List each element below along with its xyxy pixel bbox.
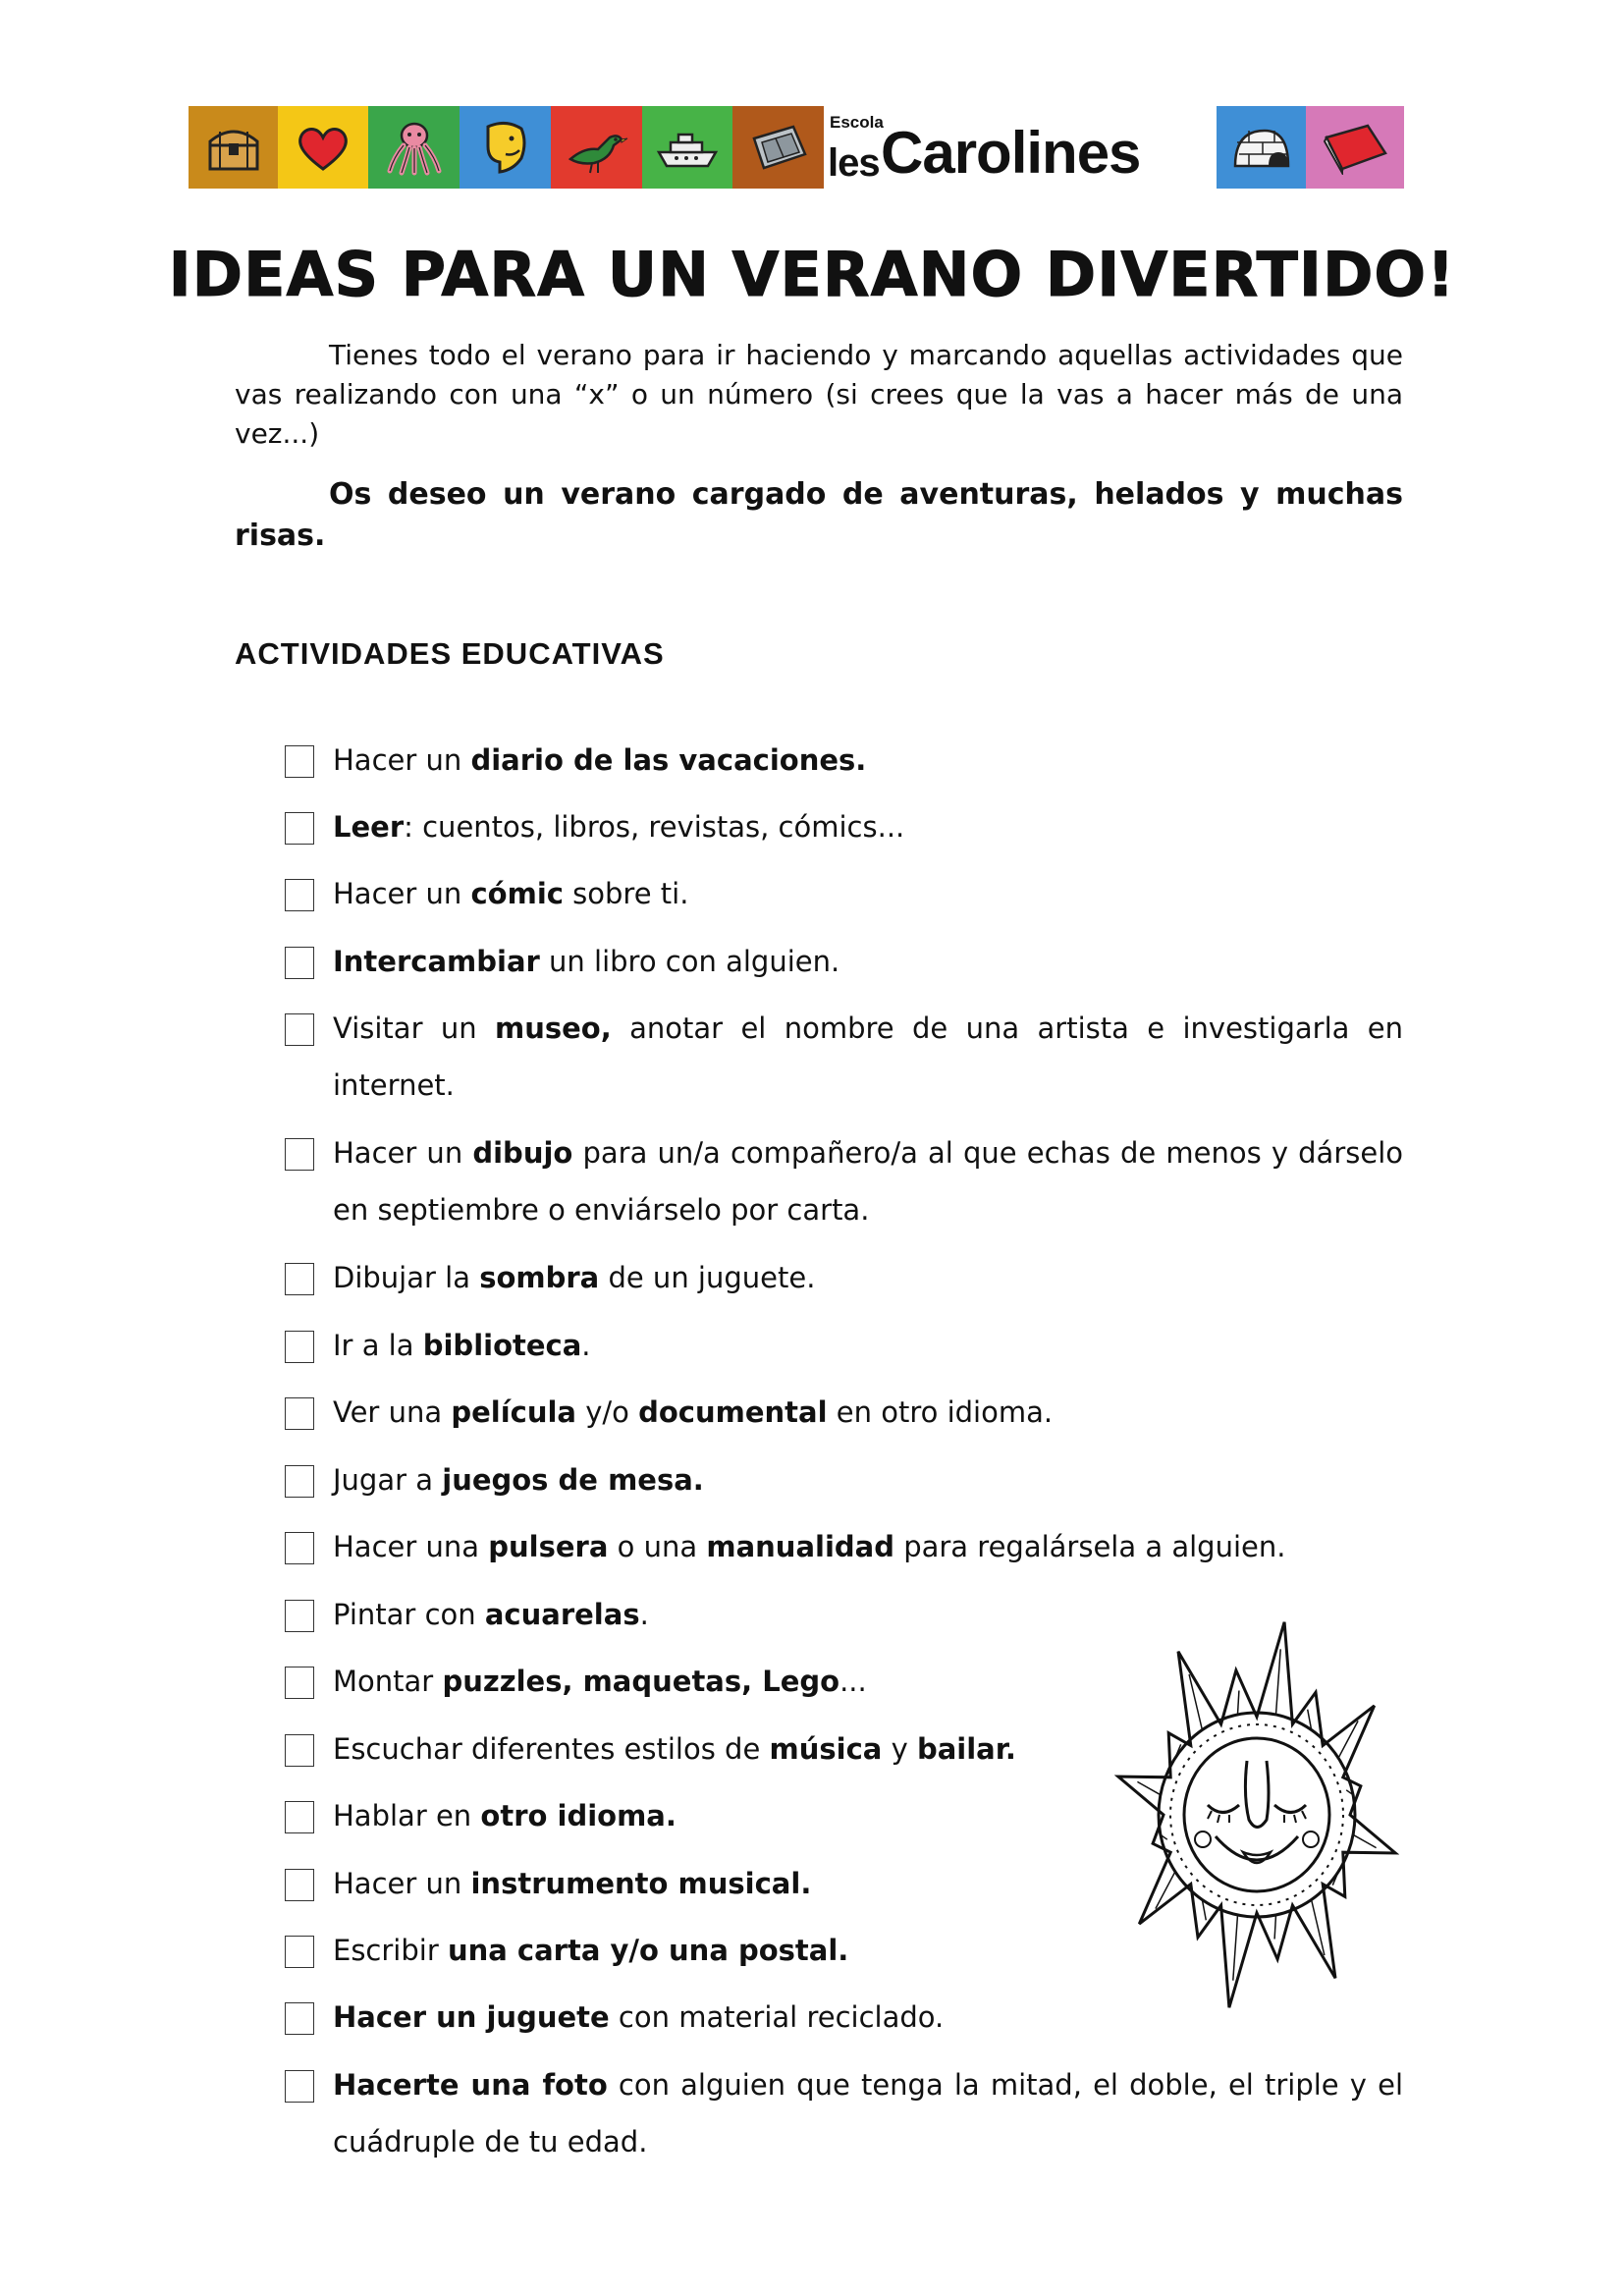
activity-text-plain: con material reciclado. [609, 2000, 945, 2034]
heart-icon [294, 120, 352, 175]
section-title: ACTIVIDADES EDUCATIVAS [235, 636, 665, 671]
face-icon [478, 117, 533, 178]
activity-text-bold: una carta y/o una postal. [447, 1934, 849, 1967]
activity-text-bold: acuarelas [484, 1598, 640, 1631]
activity-text-plain: en otro idioma. [827, 1395, 1054, 1429]
tile-tray [732, 106, 824, 189]
activity-text-bold: bailar. [916, 1732, 1016, 1766]
activity-checkbox[interactable] [285, 745, 314, 778]
wish-paragraph: Os deseo un verano cargado de aventuras, helados y muchas risas. [235, 477, 1403, 553]
activity-text [333, 1124, 1403, 1238]
activity-text-plain: Hablar en [333, 1799, 481, 1832]
activity-text-plain: Visitar un [333, 1011, 495, 1045]
activity-checkbox[interactable] [285, 1734, 314, 1767]
activity-text-plain: Dibujar la [333, 1261, 480, 1294]
activity-text-bold: sombra [479, 1261, 600, 1294]
tile-octopus [368, 106, 460, 189]
activity-text-plain: : cuentos, libros, revistas, cómics... [404, 810, 905, 844]
activity-text [333, 732, 1403, 789]
activity-checkbox[interactable] [285, 1465, 314, 1498]
activity-text-bold: otro idioma. [480, 1799, 677, 1832]
activity-text [333, 1518, 1403, 1575]
activity-text-bold: dibujo [472, 1136, 573, 1170]
activity-checkbox[interactable] [285, 1936, 314, 1968]
activity-text-plain: o una [608, 1530, 707, 1563]
activity-text-plain: sobre ti. [563, 877, 689, 910]
sun-face-icon [1114, 1609, 1399, 2021]
activity-text-bold: Hacer un juguete [333, 2000, 610, 2034]
activity-text-plain: Montar [333, 1665, 443, 1698]
activity-text-bold: música [769, 1732, 883, 1766]
tile-ship [642, 106, 732, 189]
tile-bird [551, 106, 642, 189]
activity-text-plain: con alguien que tenga la mitad, el doble, el triple y el cuádruple de tu edad. [333, 2068, 1404, 2159]
activity-checkbox[interactable] [285, 879, 314, 911]
activity-text [333, 1317, 1403, 1374]
activity-text-plain: Hacer un [333, 1867, 471, 1900]
tile-igloo [1217, 106, 1306, 189]
activity-text-plain: Escribir [333, 1934, 448, 1967]
activity-text-plain: Hacer un [333, 1136, 473, 1170]
tile-book [1306, 106, 1404, 189]
activity-text-bold: puzzles, maquetas, Lego [442, 1665, 840, 1698]
activity-text [333, 933, 1403, 990]
activity-checkbox[interactable] [285, 812, 314, 845]
activity-text-plain: Ver una [333, 1395, 452, 1429]
tile-face [460, 106, 551, 189]
activity-text-bold: Intercambiar [333, 945, 540, 978]
activity-text-plain: Pintar con [333, 1598, 485, 1631]
activity-text-plain: anotar el nombre de una artista e investigarla en internet. [333, 1011, 1403, 1102]
book-icon [1319, 120, 1391, 175]
activity-text-plain: . [639, 1598, 649, 1631]
activity-text-plain: Hacer un [333, 743, 471, 777]
activity-checkbox[interactable] [285, 1138, 314, 1171]
activity-checkbox[interactable] [285, 2002, 314, 2035]
activity-text-plain: Ir a la [333, 1329, 423, 1362]
activity-text-plain: Escuchar diferentes estilos de [333, 1732, 770, 1766]
activity-text [333, 2056, 1403, 2170]
activity-text-plain: . [581, 1329, 591, 1362]
activity-checkbox[interactable] [285, 1397, 314, 1430]
activity-text [333, 1000, 1403, 1114]
activity-checkbox[interactable] [285, 1801, 314, 1833]
tray-icon [746, 121, 811, 174]
header-banner [189, 106, 1507, 189]
activity-text-bold: instrumento musical. [470, 1867, 812, 1900]
activity-text-plain: y [882, 1732, 917, 1766]
activity-text-plain: Hacer una [333, 1530, 489, 1563]
activity-text-plain: Jugar a [333, 1463, 443, 1497]
activity-text [333, 865, 1403, 922]
ship-icon [655, 123, 720, 172]
activity-text-bold: película [451, 1395, 576, 1429]
activity-checkbox[interactable] [285, 1532, 314, 1564]
activity-text-bold: biblioteca [422, 1329, 582, 1362]
tile-chest [189, 106, 278, 189]
activity-text-bold: diario de las vacaciones. [470, 743, 867, 777]
activity-text-plain: un libro con alguien. [539, 945, 840, 978]
octopus-icon [384, 118, 445, 177]
logo-les: les [828, 141, 880, 185]
activity-checkbox[interactable] [285, 1667, 314, 1699]
logo-carolines: Carolines [881, 120, 1141, 186]
activity-text-plain: para regalársela a alguien. [893, 1530, 1286, 1563]
activity-text [333, 1249, 1403, 1306]
bird-icon [565, 120, 629, 175]
tile-heart [278, 106, 368, 189]
activity-text-bold: cómic [470, 877, 564, 910]
activity-checkbox[interactable] [285, 947, 314, 979]
activity-text-bold: documental [638, 1395, 828, 1429]
activity-text [333, 798, 1403, 855]
activity-checkbox[interactable] [285, 1600, 314, 1632]
activity-text-bold: museo, [495, 1011, 612, 1045]
activity-text-plain: Hacer un [333, 877, 471, 910]
activity-text-bold: Hacerte una foto [333, 2068, 608, 2102]
activity-text [333, 1451, 1403, 1508]
logo-escola: Escola [830, 113, 884, 132]
activity-text-bold: Leer [333, 810, 405, 844]
activity-checkbox[interactable] [285, 1263, 314, 1295]
activity-text-plain: de un juguete. [599, 1261, 816, 1294]
activity-checkbox[interactable] [285, 1331, 314, 1363]
activity-text-plain: ... [839, 1665, 867, 1698]
activity-checkbox[interactable] [285, 2070, 314, 2103]
activity-checkbox[interactable] [285, 1869, 314, 1901]
activity-text-bold: pulsera [488, 1530, 609, 1563]
activity-text-bold: manualidad [706, 1530, 894, 1563]
intro-paragraph: Tienes todo el verano para ir haciendo y marcando aquellas actividades que vas realizando con una “x” o un número (si crees que la vas a hacer más de una vez...) [235, 339, 1403, 450]
activity-text-plain: para un/a compañero/a al que echas de menos y dárselo en septiembre o enviárselo por carta. [333, 1136, 1404, 1227]
activity-text-plain: y/o [575, 1395, 639, 1429]
activity-checkbox[interactable] [285, 1013, 314, 1046]
igloo-icon [1229, 123, 1294, 172]
activity-text-bold: juegos de mesa. [442, 1463, 704, 1497]
school-logo [824, 106, 1217, 189]
chest-icon [204, 120, 263, 175]
activity-text [333, 1384, 1403, 1441]
page-title: IDEAS PARA UN VERANO DIVERTIDO! [168, 239, 1456, 310]
